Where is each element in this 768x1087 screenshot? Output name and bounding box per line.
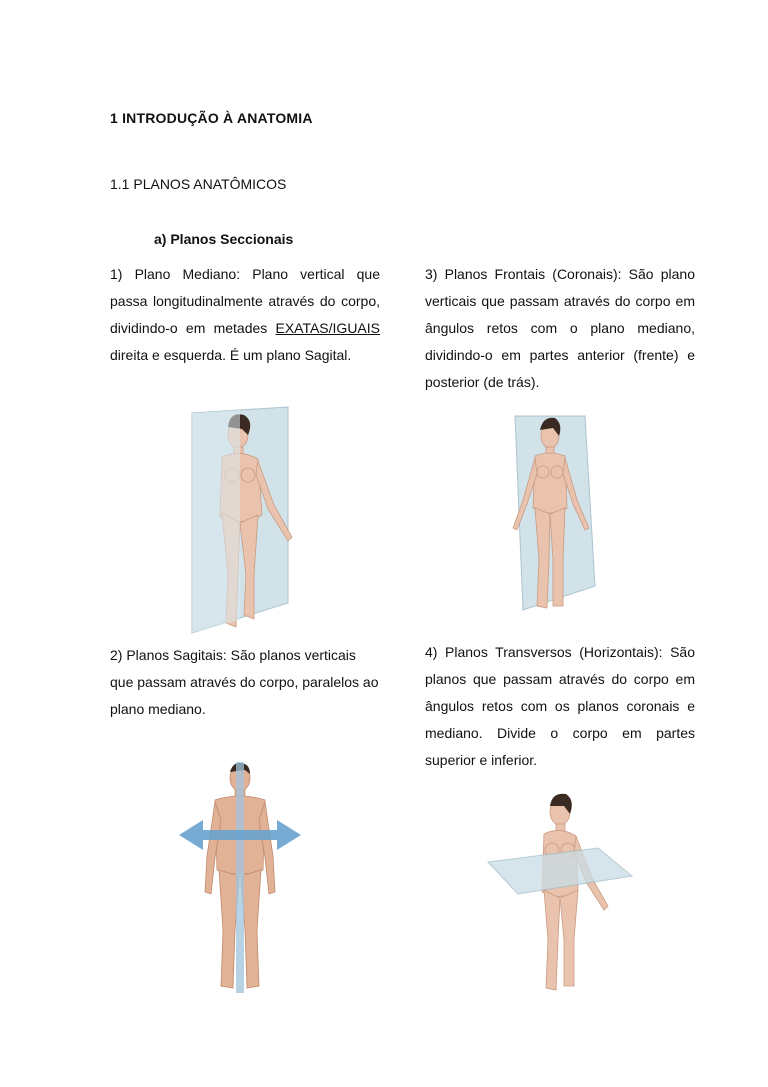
frontal-plane-illustration <box>495 410 615 620</box>
chapter-heading: 1 INTRODUÇÃO À ANATOMIA <box>110 110 313 126</box>
plano-mediano-text: 1) Plano Mediano: Plano vertical que passa longitudinalmente através do corpo, dividindo-o em metades <box>110 266 380 336</box>
subsection-heading: a) Planos Seccionais <box>154 231 294 247</box>
paragraph-planos-sagitais: 2) Planos Sagitais: São planos verticais que passam através do corpo, paralelos ao plano mediano. <box>110 647 379 717</box>
sagittal-plane-illustration <box>175 760 305 995</box>
paragraph-plano-mediano <box>110 261 380 369</box>
transverse-plane-illustration <box>478 790 638 995</box>
transverse-plane-sheet <box>488 848 632 894</box>
paragraph-planos-transversos: 4) Planos Transversos (Horizontais): São planos que passam através do corpo em ângulos retos com os planos coronais e mediano. Divide o corpo em partes superior e inferior. <box>425 644 695 768</box>
sagittal-plane-sheet <box>236 762 244 993</box>
female-figure-transverse <box>542 794 608 990</box>
plano-mediano-text-end: direita e esquerda. É um plano Sagital. <box>110 347 352 363</box>
paragraph-planos-frontais: 3) Planos Frontais (Coronais): São plano verticais que passam através do corpo em ângulos retos com o plano mediano, dividindo-o em partes anterior (frente) e posterior (de trás). <box>425 266 695 390</box>
median-plane-illustration <box>170 405 310 640</box>
plano-mediano-emphasis: EXATAS/IGUAIS <box>275 320 380 336</box>
section-heading: 1.1 PLANOS ANATÔMICOS <box>110 176 287 192</box>
